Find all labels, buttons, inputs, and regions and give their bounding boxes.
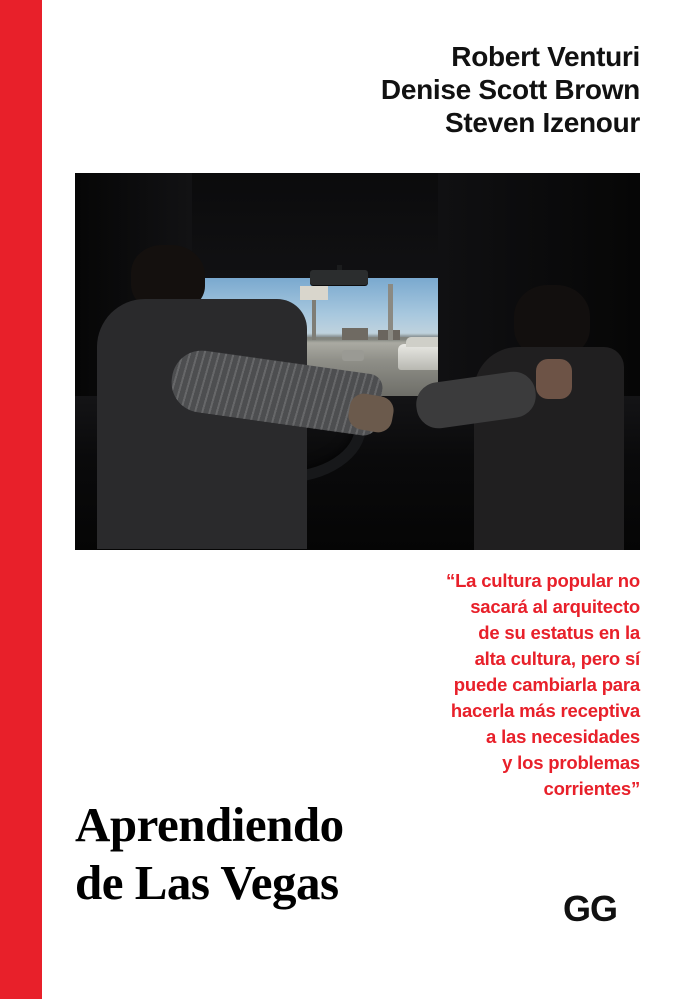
quote-line: puede cambiarla para bbox=[453, 674, 640, 695]
quote-line: y los problemas bbox=[502, 752, 640, 773]
cover-quote bbox=[360, 568, 640, 802]
sign-pole bbox=[388, 284, 393, 340]
quote-line: hacerla más receptiva bbox=[450, 700, 640, 721]
red-spine bbox=[0, 0, 42, 999]
distant-car bbox=[342, 350, 364, 361]
author-name-3: Steven Izenour bbox=[445, 107, 640, 138]
rearview-mirror bbox=[310, 270, 368, 285]
cover-photograph bbox=[75, 173, 640, 550]
author-name-1: Robert Venturi bbox=[451, 41, 640, 72]
book-cover bbox=[42, 0, 681, 999]
quote-line: a las necesidades bbox=[486, 726, 640, 747]
driver-silhouette bbox=[97, 245, 307, 550]
roadside-building bbox=[342, 328, 368, 340]
car-interior bbox=[75, 173, 640, 550]
publisher-logo: GG bbox=[563, 888, 618, 929]
passenger-silhouette bbox=[474, 285, 624, 550]
passenger-neck bbox=[536, 359, 572, 399]
authors-block bbox=[42, 40, 640, 139]
quote-line: sacará al arquitecto bbox=[470, 596, 640, 617]
quote-line: de su estatus en la bbox=[478, 622, 640, 643]
quote-line: “La cultura popular no bbox=[446, 570, 640, 591]
quote-line: corrientes” bbox=[543, 778, 640, 799]
author-name-2: Denise Scott Brown bbox=[380, 74, 640, 105]
title-line-2: de Las Vegas bbox=[75, 855, 339, 910]
quote-line: alta cultura, pero sí bbox=[474, 648, 640, 669]
title-line-1: Aprendiendo bbox=[75, 797, 344, 852]
driver-torso bbox=[97, 299, 307, 549]
book-title bbox=[75, 796, 535, 912]
